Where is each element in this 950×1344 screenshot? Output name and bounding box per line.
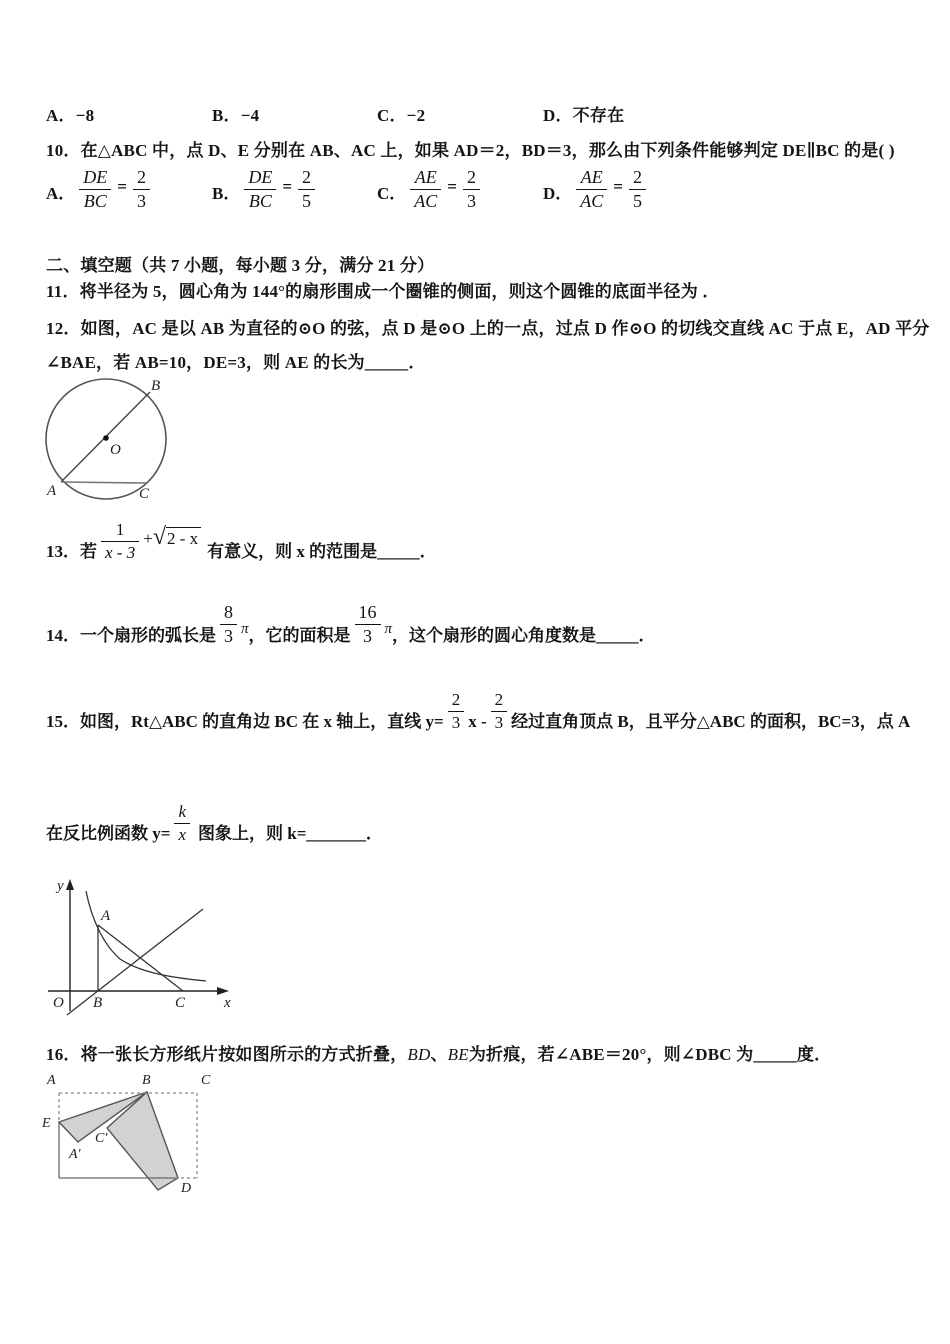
- q10-option-a: [46, 167, 154, 211]
- q10-option-b-fraction1: $\frac{DE}{BC}$: [244, 167, 276, 211]
- label-D: D: [181, 1181, 192, 1196]
- y-axis-arrow: [66, 879, 74, 890]
- q14-pre: 14．一个扇形的弧长是: [46, 626, 216, 645]
- q14-pi2: π: [384, 621, 393, 637]
- q16-sep: 、: [430, 1045, 448, 1064]
- question-10-stem: 10．在△ABC 中，点 D、E 分别在 AB、AC 上，如果 AD＝2，BD＝3，那么由下列条件能够判定 DE∥BC 的是( ): [46, 141, 895, 160]
- q9-option-d: D．不存在: [543, 106, 625, 125]
- label-A: A: [101, 908, 111, 924]
- q15-pre: 15．如图，Rt△ABC 的直角边 BC 在 x 轴上，直线 y=: [46, 712, 444, 731]
- q10-option-a-fraction2: $\frac{2}{3}$: [133, 167, 150, 211]
- q9-option-a: A．−8: [46, 106, 95, 125]
- q10-option-c: [377, 167, 484, 211]
- q15-fraction2: $\frac{2}{3}$: [491, 690, 508, 732]
- q10-option-d-fraction1: $\frac{AE}{AC}$: [576, 167, 607, 211]
- graph-figure: [40, 873, 240, 1020]
- q15-fraction1: $\frac{2}{3}$: [448, 690, 465, 732]
- q10-option-c-fraction2: $\frac{2}{3}$: [463, 167, 480, 211]
- q13-post: 有意义，则 x 的范围是_____．: [207, 542, 437, 561]
- label-E: E: [42, 1116, 51, 1131]
- x-axis-arrow: [217, 987, 229, 995]
- q10-option-b-label: B．: [212, 183, 241, 203]
- label-A: A: [47, 1073, 56, 1088]
- question-12-line2: ∠BAE，若 AB=10，DE=3，则 AE 的长为_____．: [46, 353, 426, 372]
- question-16: [46, 1040, 831, 1065]
- q10-option-b: [212, 167, 319, 211]
- q14-pi1: π: [241, 621, 249, 637]
- q14-mid: ，它的面积是: [248, 626, 351, 645]
- hyperbola-curve: [86, 891, 206, 981]
- fold-figure: [35, 1070, 230, 1205]
- question-10-options: [0, 167, 950, 225]
- q16-post: 为折痕，若∠ABE＝20°，则∠DBC 为_____度．: [468, 1045, 832, 1064]
- label-C: C: [139, 486, 150, 502]
- chord-AC: [61, 482, 146, 483]
- q13-fraction: $\frac{1}{x - 3}$: [101, 520, 139, 562]
- q13-pre: 13．若: [46, 542, 97, 561]
- label-O: O: [53, 995, 64, 1011]
- q15-k-over-x-fraction: $\frac{k}{x}$: [174, 802, 190, 844]
- label-C: C: [201, 1073, 211, 1088]
- q10-option-b-equals: =: [282, 176, 293, 196]
- question-12-line1: 12．如图，AC 是以 AB 为直径的⊙O 的弦，点 D 是⊙O 上的一点，过点 D 作⊙O 的切线交直线 AC 于点 E，AD 平分: [46, 319, 930, 338]
- label-B: B: [151, 378, 161, 394]
- label-O: O: [110, 442, 121, 458]
- q10-option-a-equals: =: [117, 176, 127, 196]
- question-14: [46, 598, 656, 646]
- radical-sign: √: [152, 524, 166, 550]
- q10-option-c-label: C．: [377, 183, 407, 203]
- label-x: x: [224, 995, 231, 1011]
- label-A: A: [47, 483, 57, 499]
- label-y: y: [57, 878, 64, 894]
- q14-post: ，这个扇形的圆心角度数是_____．: [392, 626, 656, 645]
- q10-option-a-label: A．: [46, 183, 76, 203]
- label-C: C: [175, 995, 186, 1011]
- q16-BD: BD: [407, 1045, 431, 1064]
- q10-option-c-fraction1: $\frac{AE}{AC}$: [410, 167, 441, 211]
- q10-option-d: [543, 167, 650, 211]
- question-13: [46, 516, 437, 562]
- q10-option-d-fraction2: $\frac{2}{5}$: [629, 167, 646, 211]
- q15-mid: x -: [468, 712, 487, 731]
- label-C-prime: C': [95, 1131, 108, 1146]
- q15-post: 经过直角顶点 B，且平分△ABC 的面积，BC=3，点 A: [511, 712, 911, 731]
- q9-option-b: B．−4: [212, 106, 260, 125]
- circle-figure: [40, 376, 175, 508]
- q10-option-d-equals: =: [613, 176, 623, 196]
- q16-pre: 16．将一张长方形纸片按如图所示的方式折叠，: [46, 1045, 408, 1064]
- q14-fraction2: $\frac{16}{3}$: [355, 602, 381, 646]
- question-11: 11．将半径为 5，圆心角为 144°的扇形围成一个圈锥的侧面，则这个圆锥的底面半径为 ．: [46, 282, 720, 301]
- section-2-header: 二、填空题（共 7 小题，每小题 3 分，满分 21 分）: [46, 256, 435, 275]
- label-A-prime: A': [69, 1147, 81, 1162]
- q15-line2-pre: 在反比例函数 y=: [46, 824, 171, 843]
- q10-option-c-equals: =: [447, 176, 457, 196]
- q10-option-a-fraction1: $\frac{DE}{BC}$: [79, 167, 111, 211]
- q10-option-b-fraction2: $\frac{2}{5}$: [298, 167, 315, 211]
- q15-line2-post: 图象上，则 k=_______．: [197, 824, 383, 843]
- q14-fraction1: $\frac{8}{3}$: [220, 602, 237, 646]
- question-15-line1: [46, 684, 910, 732]
- label-B: B: [93, 995, 103, 1011]
- q13-plus: +: [143, 529, 153, 548]
- q10-option-d-label: D．: [543, 183, 573, 203]
- q13-sqrt: √2 - x: [153, 525, 201, 549]
- q16-BE: BE: [447, 1045, 469, 1064]
- q9-option-c: C．−2: [377, 106, 426, 125]
- center-point: [103, 435, 109, 441]
- label-B: B: [142, 1073, 151, 1088]
- question-15-line2: [46, 798, 383, 844]
